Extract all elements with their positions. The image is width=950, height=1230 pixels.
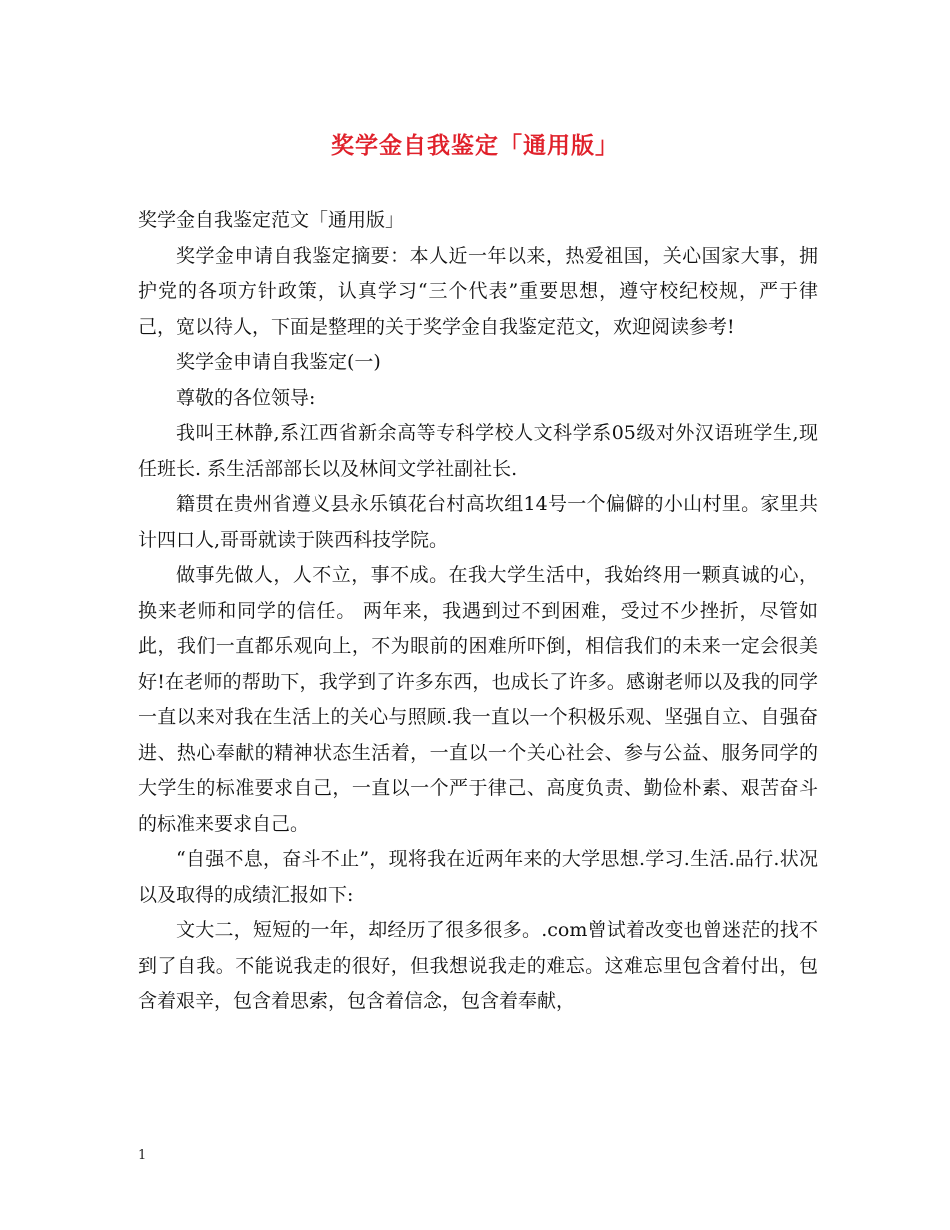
document-body [138, 203, 818, 1020]
paragraph-section-heading: 奖学金申请自我鉴定(一) [176, 351, 381, 373]
document-subtitle: 奖学金自我鉴定范文「通用版」 [138, 209, 405, 231]
paragraph-character: 做事先做人，人不立，事不成。在我大学生活中，我始终用一颗真诚的心，换来老师和同学的信任。 两年来，我遇到过不到困难，受过不少挫折，尽管如此，我们一直都乐观向上，不为眼前的困难所吓倒，相信我们的未来一定会很美好!在老师的帮助下，我学到了许多东西，也成长了许多。感谢老师以及我的同学一直以来对我在生活上的关心与照顾.我一直以一个积极乐观、坚强自立、自强奋进、热心奉献的精神状态生活着，一直以一个关心社会、参与公益、服务同学的大学生的标准要求自己，一直以一个严于律己、高度负责、勤俭朴素、艰苦奋斗的标准来要求自己。 [138, 564, 818, 835]
paragraph-summary: 奖学金申请自我鉴定摘要：本人近一年以来，热爱祖国，关心国家大事，拥护党的各项方针政策，认真学习“三个代表”重要思想，遵守校纪校规，严于律己，宽以待人，下面是整理的关于奖学金自我鉴定范文，欢迎阅读参考! [138, 244, 818, 338]
paragraph-salutation: 尊敬的各位领导: [176, 386, 316, 409]
paragraph-hometown: 籍贯在贵州省遵义县永乐镇花台村高坎组14号一个偏僻的小山村里。家里共计四口人,哥哥就读于陕西科技学院。 [138, 493, 818, 551]
page-number: 1 [138, 1148, 147, 1163]
paragraph-report-intro: “自强不息，奋斗不止”，现将我在近两年来的大学思想.学习.生活.品行.状况以及取得的成绩汇报如下: [138, 848, 818, 906]
paragraph-second-year: 文大二，短短的一年，却经历了很多很多。.com曾试着改变也曾迷茫的找不到了自我。不能说我走的很好，但我想说我走的难忘。这难忘里包含着付出，包含着艰辛，包含着思索，包含着信念，包含着奉献， [138, 919, 818, 1012]
paragraph-introduction: 我叫王林静,系江西省新余高等专科学校人文科学系05级对外汉语班学生,现任班长. 系生活部部长以及林间文学社副社长. [138, 422, 818, 480]
document-title: 奖学金自我鉴定「通用版」 [331, 132, 619, 159]
